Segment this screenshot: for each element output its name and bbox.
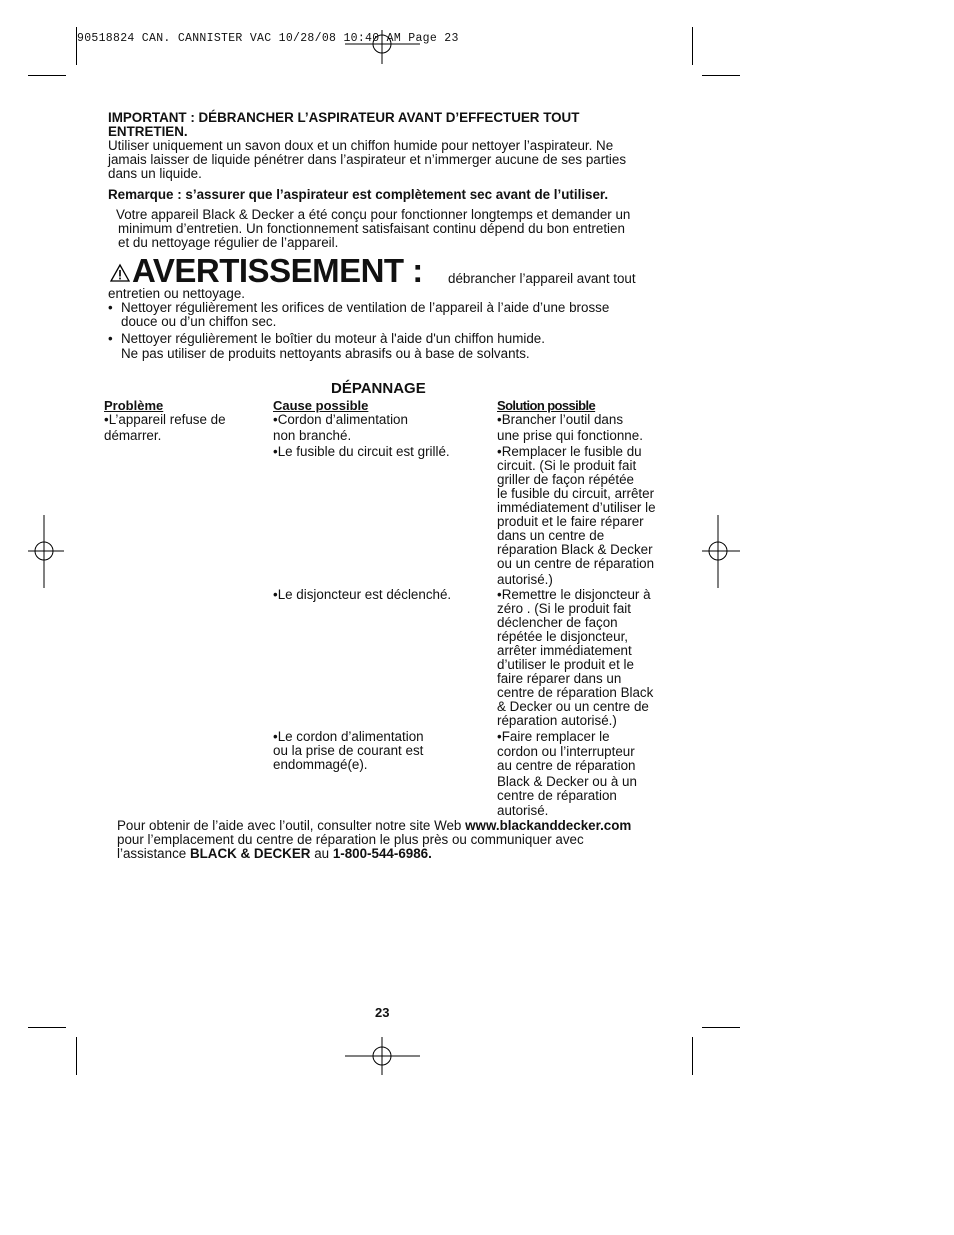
troubleshooting-title: DÉPANNAGE [331,380,426,397]
print-slug: 90518824 CAN. CANNISTER VAC 10/28/08 10:40 AM Page 23 [77,32,459,45]
warning-bullet-1: • Nettoyer régulièrement les orifices de ventilation de l’appareil à l’aide d’une brosse douce ou d’un chiffon sec. [108,300,610,330]
remarque-note: Remarque : s’assurer que l’aspirateur est complètement sec avant de l’utiliser. [108,187,609,202]
registration-mark-left [28,515,64,588]
registration-mark-right [702,515,740,588]
cause-cell: •Le disjoncteur est déclenché. [273,587,452,602]
intro-paragraph: Votre appareil Black & Decker a été conçu pour fonctionner longtemps et demander un minimum d’entretien. Un fonctionnement satisfaisant continu dépend du bon entretien et du nettoyage régulier de l’appareil. [116,207,631,251]
registration-mark-top [345,30,420,64]
solution-cell: •Brancher l’outil dans une prise qui fonctionne. [497,412,643,443]
support-paragraph: Pour obtenir de l’aide avec l’outil, consulter notre site Web www.blackanddecker.com pour l’emplacement du centre de réparation le plus près ou communiquer avec l’assistance BLACK & DECKER au 1-800-544-6986. [117,818,632,862]
important-label: IMPORTANT [108,110,187,125]
page-number: 23 [375,1005,390,1020]
warning-title: AVERTISSEMENT : [132,252,423,289]
website-link[interactable]: www.blackanddecker.com [465,818,632,833]
solution-cell: •Faire remplacer le cordon ou l’interrupteur au centre de réparation Black & Decker ou à un centre de réparation autorisé. [497,729,637,818]
registration-mark-bottom [345,1037,420,1075]
header-problem: Problème [104,398,164,413]
important-heading: IMPORTANT : DÉBRANCHER L’ASPIRATEUR AVANT D’EFFECTUER TOUT ENTRETIEN. [108,110,580,140]
bullet-dot: • [108,300,113,315]
warning-triangle-icon [110,264,130,282]
bullet-dot: • [108,331,113,346]
warning-inline-text: débrancher l’appareil avant tout [448,271,636,286]
header-cause: Cause possible [273,398,369,413]
solution-cell: •Remettre le disjoncteur à zéro . (Si le produit fait déclencher de façon répétée le disjoncteur, arrêter immédiatement d’utiliser le produit et le faire réparer dans un centre de réparation Black & Decker ou un centre de réparation autorisé.) [497,587,654,728]
cause-cell: •Cordon d’alimentation non branché. [273,412,408,443]
header-solution: Solution possible [497,398,596,413]
cause-cell: •Le cordon d’alimentation ou la prise de courant est endommagé(e). [273,729,424,773]
solution-cell: •Remplacer le fusible du circuit. (Si le produit fait griller de façon répétée le fusible du circuit, arrêter immédiatement d’utiliser le produit et le faire réparer dans un centre de réparation Black & Decker ou un centre de réparation autorisé.) [497,444,656,587]
warning-continued-text: entretien ou nettoyage. [108,286,245,301]
warning-bullet-2: • Nettoyer régulièrement le boîtier du moteur à l'aide d'un chiffon humide. Ne pas utiliser de produits nettoyants abrasifs ou à base de solvants. [108,331,545,362]
important-body: Utiliser uniquement un savon doux et un chiffon humide pour nettoyer l’aspirateur. Ne jamais laisser de liquide pénétrer dans l’aspirateur et n’immerger aucune de ses parties dans un liquide. [108,138,627,182]
cause-cell: •Le fusible du circuit est grillé. [273,444,450,459]
problem-cell: •L’appareil refuse de démarrer. [104,412,226,443]
phone-number[interactable]: 1-800-544-6986. [332,846,432,862]
